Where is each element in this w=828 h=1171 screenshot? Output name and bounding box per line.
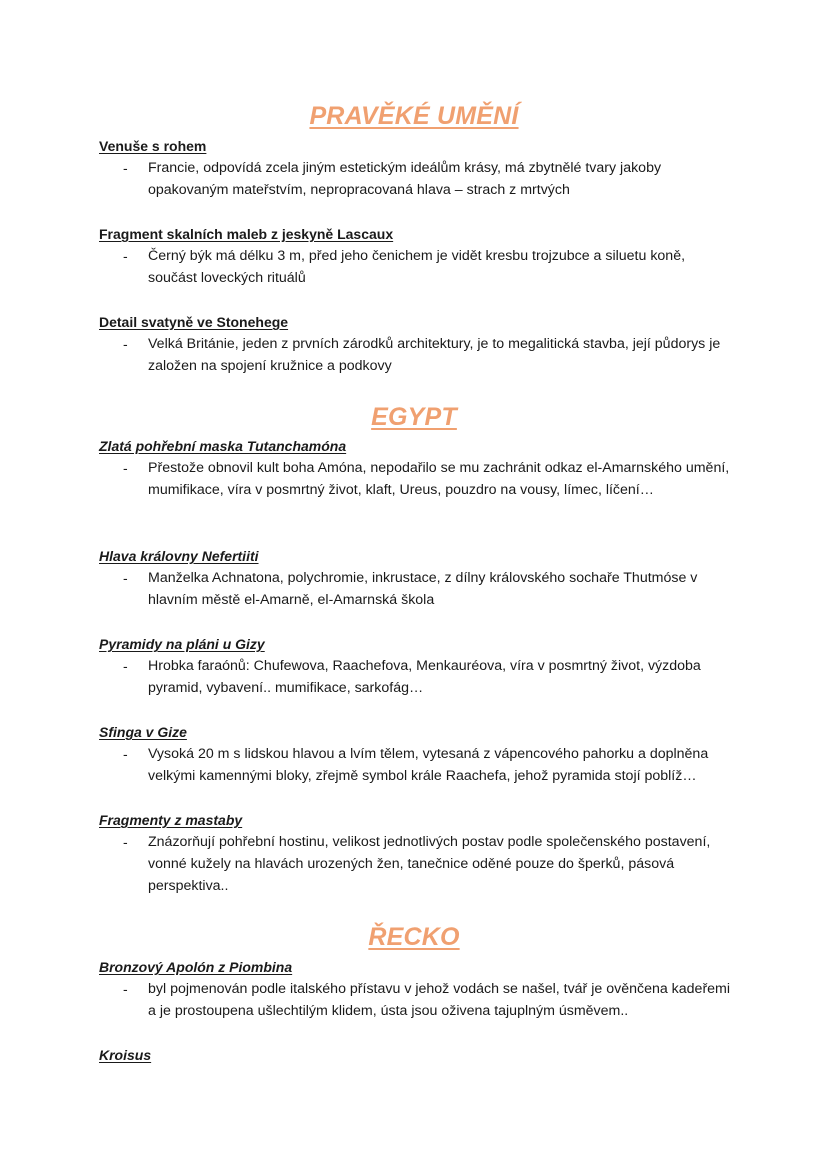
entry-title-sfinga: Sfinga v Gize [99, 724, 187, 740]
entry-title-kroisus: Kroisus [99, 1047, 152, 1063]
bullet-dash: - [123, 160, 128, 176]
bullet-dash: - [123, 336, 128, 352]
bullet-dash: - [123, 570, 128, 586]
entry-text-stonehege: Velká Británie, jeden z prvních zárodků architektury, je to megalitická stavba, její půdorys je založen na spojení kružnice a podkovy [148, 336, 721, 374]
entry-title-nefertiiti: Hlava královny Nefertiiti [99, 548, 259, 564]
entry-text-pyramidy: Hrobka faraónů: Chufewova, Raachefova, Menkauréova, víra v posmrtný život, výzdoba pyramid, vybavení.. mumifikace, sarkofág… [148, 658, 701, 696]
bullet-dash: - [123, 248, 128, 264]
entry-title-pyramidy: Pyramidy na pláni u Gizy [99, 636, 265, 652]
entry-title-stonehege: Detail svatyně ve Stonehege [99, 314, 289, 330]
entry-title-apolon: Bronzový Apolón z Piombina [99, 959, 293, 975]
entry-text-venuse-s-rohem: Francie, odpovídá zcela jiným estetickým ideálům krásy, má zbytnělé tvary jakoby opakovaným mateřstvím, nepropracovaná hlava – strach z mrtvých [148, 160, 662, 198]
entry-text-sfinga: Vysoká 20 m s lidskou hlavou a lvím tělem, vytesaná z vápencového pahorku a doplněna velkými kamennými bloky, zřejmě symbol krále Raachefa, jehož pyramida stojí poblíž… [148, 746, 709, 784]
entry-text-mastaby: Znázorňují pohřební hostinu, velikost jednotlivých postav podle společenského postavení, vonné kužely na hlavách urozených žen, tanečnice oděné pouze do šperků, pásová perspektiva.. [148, 834, 711, 894]
bullet-dash: - [123, 834, 128, 850]
entry-title-mastaby: Fragmenty z mastaby [99, 812, 243, 828]
bullet-dash: - [123, 746, 128, 762]
section-heading-egypt: EGYPT [371, 403, 457, 431]
entry-title-venuse-s-rohem: Venuše s rohem [99, 138, 207, 154]
entry-text-tutanchamon: Přestože obnovil kult boha Amóna, nepodařilo se mu zachránit odkaz el-Amarnského umění, mumifikace, víra v posmrtný život, klaft, Ureus, pouzdro na vousy, límec, líčení… [148, 460, 730, 498]
bullet-dash: - [123, 981, 128, 997]
section-heading-praveke-umeni: PRAVĚKÉ UMĚNÍ [309, 102, 519, 130]
section-heading-recko: ŘECKO [368, 923, 460, 951]
bullet-dash: - [123, 460, 128, 476]
entry-title-tutanchamon: Zlatá pohřební maska Tutanchamóna [99, 438, 347, 454]
bullet-dash: - [123, 658, 128, 674]
entry-text-nefertiiti: Manželka Achnatona, polychromie, inkrustace, z dílny královského sochaře Thutmóse v hlavním městě el-Amarně, el-Amarnská škola [148, 570, 698, 608]
entry-title-lascaux: Fragment skalních maleb z jeskyně Lascaux [99, 226, 394, 242]
entry-text-apolon: byl pojmenován podle italského přístavu v jehož vodách se našel, tvář je ověnčena kadeřemi a je prostoupena ušlechtilým klidem, ústa jsou oživena tajuplným úsměvem.. [148, 981, 731, 1019]
entry-text-lascaux: Černý býk má délku 3 m, před jeho čenichem je vidět kresbu trojzubce a siluetu koně, součást loveckých rituálů [148, 248, 686, 286]
